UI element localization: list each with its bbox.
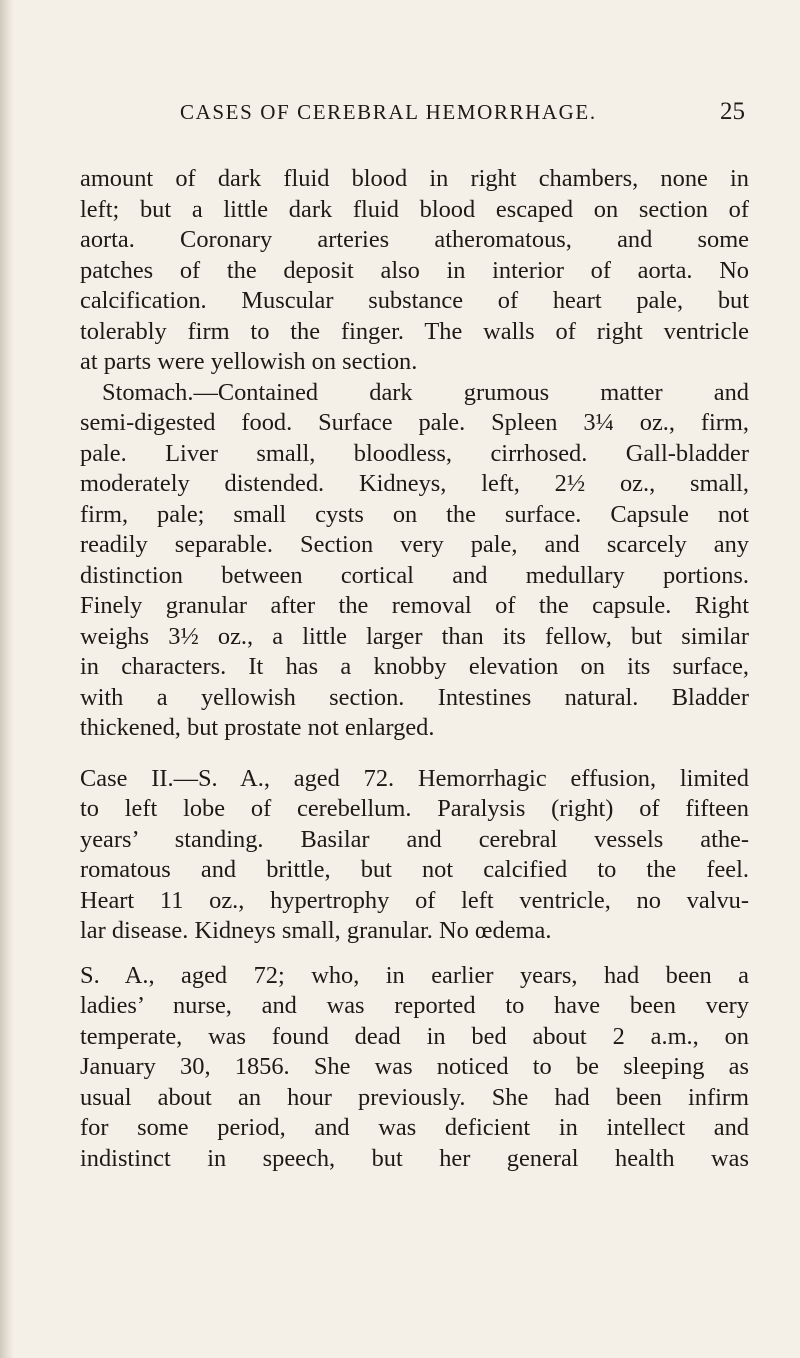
text-line: readily separable. Section very pale, and scarcely any — [80, 531, 749, 558]
text-line: lar disease. Kidneys small, granular. No œdema. — [80, 917, 552, 944]
text-line: weighs 3½ oz., a little larger than its fellow, but similar — [80, 622, 749, 650]
page-edge-shadow — [0, 0, 14, 1358]
text-line: tolerably firm to the finger. The walls of right ventricle — [80, 317, 749, 345]
text-line: firm, pale; small cysts on the surface. Capsule not — [80, 500, 749, 528]
text-line: romatous and brittle, but not calcified to the feel. — [80, 856, 749, 883]
text-line: thickened, but prostate not enlarged. — [80, 714, 435, 741]
paragraph-heart — [80, 164, 749, 378]
text-line: to left lobe of cerebellum. Paralysis (right) of fifteen — [80, 795, 749, 822]
text-line: at parts were yellowish on section. — [80, 348, 418, 375]
text-line: pale. Liver small, bloodless, cirrhosed. Gall-bladder — [80, 439, 749, 467]
text-line: S. A., aged 72; who, in earlier years, had been a — [80, 961, 749, 989]
text-line: left; but a little dark fluid blood escaped on section of — [80, 195, 749, 223]
text-line: semi-digested food. Surface pale. Spleen 3¼ oz., firm, — [80, 409, 749, 436]
text-line: Stomach.—Contained dark grumous matter and — [102, 378, 749, 406]
running-header — [80, 100, 745, 136]
text-line: distinction between cortical and medullary portions. — [80, 561, 749, 589]
text-line: aorta. Coronary arteries atheromatous, and some — [80, 226, 749, 253]
body-text — [80, 164, 749, 1174]
running-title: CASES OF CEREBRAL HEMORRHAGE. — [180, 100, 597, 124]
text-line: temperate, was found dead in bed about 2 a.m., on — [80, 1022, 749, 1050]
text-line: Heart 11 oz., hypertrophy of left ventricle, no valvu- — [80, 886, 749, 914]
paragraph-stomach — [80, 378, 749, 744]
text-line: for some period, and was deficient in intellect and — [80, 1114, 749, 1141]
paragraph-case-ii-history — [80, 961, 749, 1175]
text-line: amount of dark fluid blood in right chambers, none in — [80, 165, 749, 192]
text-line: usual about an hour previously. She had been infirm — [80, 1083, 749, 1111]
text-line: with a yellowish section. Intestines natural. Bladder — [80, 683, 749, 711]
text-line: in characters. It has a knobby elevation on its surface, — [80, 653, 749, 680]
text-line: Finely granular after the removal of the capsule. Right — [80, 592, 749, 619]
text-line: ladies’ nurse, and was reported to have been very — [80, 992, 749, 1019]
paragraph-case-ii-summary — [80, 764, 749, 947]
text-line: years’ standing. Basilar and cerebral vessels athe- — [80, 825, 749, 853]
text-line: calcification. Muscular substance of heart pale, but — [80, 287, 749, 314]
text-line: indistinct in speech, but her general health was — [80, 1144, 749, 1172]
paragraph-gap — [80, 947, 749, 961]
text-line: January 30, 1856. She was noticed to be sleeping as — [80, 1053, 749, 1080]
paragraph-gap — [80, 744, 749, 764]
text-line: patches of the deposit also in interior of aorta. No — [80, 256, 749, 284]
page-number: 25 — [720, 98, 745, 125]
text-line: Case II.—S. A., aged 72. Hemorrhagic effusion, limited — [80, 764, 749, 792]
text-line: moderately distended. Kidneys, left, 2½ oz., small, — [80, 470, 749, 497]
